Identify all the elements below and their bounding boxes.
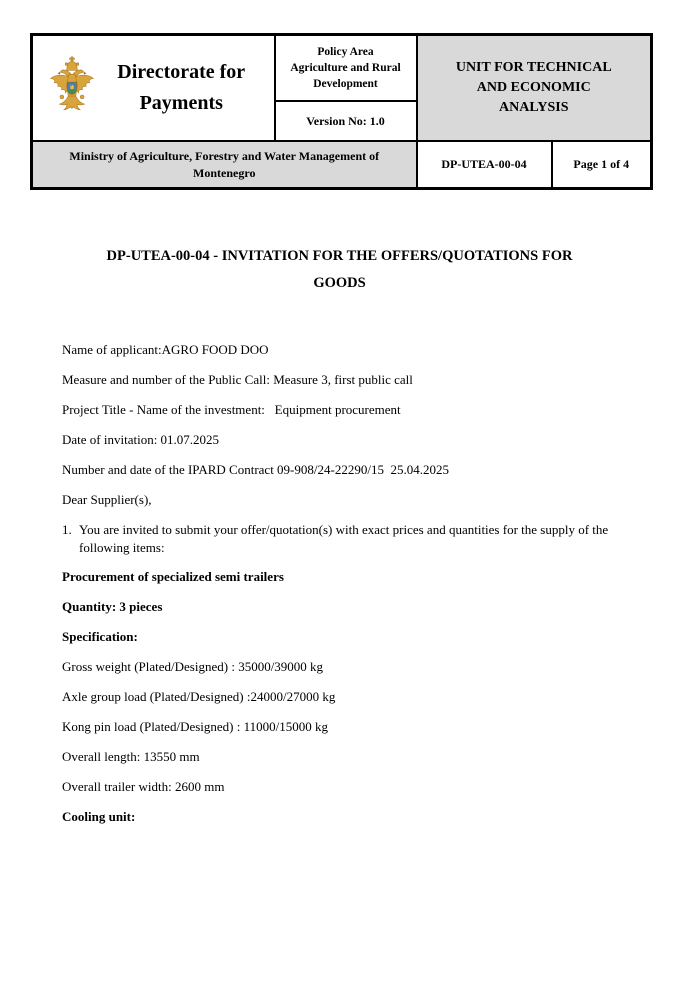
unit-line-2: AND ECONOMIC	[476, 80, 591, 95]
field-applicant: Name of applicant:AGRO FOOD DOO	[62, 342, 269, 357]
list-item-1	[62, 521, 621, 556]
document-header-table	[30, 33, 653, 190]
document-title	[40, 243, 639, 297]
ministry-line-1: Ministry of Agriculture, Forestry and Water Management of	[69, 148, 380, 163]
policy-line-2: Agriculture and Rural	[290, 62, 401, 74]
field-project-title: Project Title - Name of the investment: Equipment procurement	[62, 402, 401, 417]
page-number-cell: Page 1 of 4	[552, 141, 652, 189]
unit-line-1: UNIT FOR TECHNICAL	[455, 60, 612, 75]
spec-gross-weight: Gross weight (Plated/Designed) : 35000/39000 kg	[62, 659, 324, 674]
list-item-text: You are invited to submit your offer/quotation(s) with exact prices and quantities for the supply of the following items:	[79, 522, 609, 555]
policy-line-3: Development	[313, 78, 378, 90]
montenegro-coat-of-arms-icon	[45, 56, 99, 121]
org-cell	[32, 35, 275, 142]
spec-axle-load: Axle group load (Plated/Designed) :24000/27000 kg	[62, 689, 336, 704]
document-title-line-2: GOODS	[313, 275, 366, 291]
quantity-line: Quantity: 3 pieces	[62, 599, 163, 614]
document-body	[62, 341, 621, 825]
field-invitation-date: Date of invitation: 01.07.2025	[62, 432, 220, 447]
cooling-unit-label: Cooling unit:	[62, 809, 136, 824]
policy-area-cell	[275, 35, 417, 102]
unit-cell	[417, 35, 652, 142]
spec-overall-length: Overall length: 13550 mm	[62, 749, 200, 764]
spec-kingpin-load: Kong pin load (Plated/Designed) : 11000/15000 kg	[62, 719, 328, 734]
version-cell: Version No: 1.0	[275, 101, 417, 141]
field-measure: Measure and number of the Public Call: Measure 3, first public call	[62, 372, 413, 387]
ministry-line-2: Montenegro	[193, 165, 256, 180]
specification-label: Specification:	[62, 629, 138, 644]
org-name: Directorate for Payments	[117, 61, 246, 114]
ministry-cell	[32, 141, 417, 189]
salutation: Dear Supplier(s),	[62, 492, 152, 507]
document-title-line-1: DP-UTEA-00-04 - INVITATION FOR THE OFFERS/QUOTATIONS FOR	[106, 248, 573, 264]
list-item-number: 1.	[62, 522, 72, 537]
policy-line-1: Policy Area	[317, 46, 374, 58]
spec-overall-width: Overall trailer width: 2600 mm	[62, 779, 225, 794]
field-ipard-contract: Number and date of the IPARD Contract 09-908/24-22290/15 25.04.2025	[62, 462, 449, 477]
doc-code-cell: DP-UTEA-00-04	[417, 141, 552, 189]
unit-line-3: ANALYSIS	[499, 100, 569, 115]
procurement-heading: Procurement of specialized semi trailers	[62, 569, 284, 584]
